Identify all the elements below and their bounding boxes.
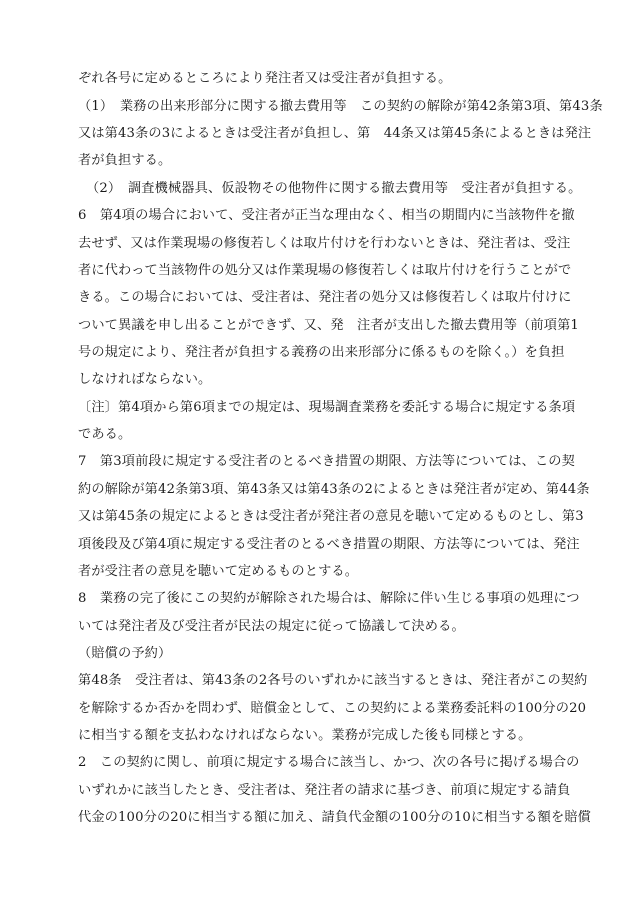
text-line: 代金の100分の20に相当する額に加え、請負代金額の100分の10に相当する額を賠償 bbox=[78, 810, 591, 825]
text-line: 2 この契約に関し、前項に規定する場合に該当し、かつ、次の各号に掲げる場合の bbox=[78, 755, 580, 770]
section-heading: （賠償の予約） bbox=[78, 646, 172, 661]
text-line: 号の規定により、発注者が負担する義務の出来形部分に係るものを除く。）を負担 bbox=[78, 345, 565, 360]
article-line: 第48条 受注者は、第43条の2各号のいずれかに該当するときは、発注者がこの契約 bbox=[78, 673, 588, 688]
text-line: 者が負担する。 bbox=[78, 153, 172, 168]
text-line: 8 業務の完了後にこの契約が解除された場合は、解除に伴い生じる事項の処理につ bbox=[78, 591, 580, 606]
text-line: 〔注〕第4項から第6項までの規定は、現場調査業務を委託する場合に規定する条項 bbox=[78, 400, 576, 415]
text-line: （1） 業務の出来形部分に関する撤去費用等 この契約の解除が第42条第3項、第43条 bbox=[78, 99, 603, 114]
text-line: きる。この場合においては、受注者は、発注者の処分又は修復若しくは取片付けに bbox=[78, 290, 572, 305]
text-line: に相当する額を支払わなければならない。業務が完成した後も同様とする。 bbox=[78, 728, 532, 743]
text-line: ぞれ各号に定めるところにより発注者又は受注者が負担する。 bbox=[78, 71, 452, 86]
text-line: 者が受注者の意見を聴いて定めるものとする。 bbox=[78, 564, 359, 579]
text-line: を解除するか否かを問わず、賠償金として、この契約による業務委託料の100分の20 bbox=[78, 701, 587, 716]
text-line: 者に代わって当該物件の処分又は作業現場の修復若しくは取片付けを行うことがで bbox=[78, 263, 572, 278]
text-line: 去せず、又は作業現場の修復若しくは取片付けを行わないときは、発注者は、受注 bbox=[78, 236, 571, 251]
text-line: ついて異議を申し出ることができず、又、発 注者が支出した撤去費用等（前項第1 bbox=[78, 318, 579, 333]
text-line: 約の解除が第42条第3項、第43条又は第43条の2によるときは発注者が定め、第44条 bbox=[78, 482, 590, 497]
text-line: 6 第4項の場合において、受注者が正当な理由なく、相当の期間内に当該物件を撤 bbox=[78, 208, 575, 223]
text-line: いずれかに該当したとき、受注者は、発注者の請求に基づき、前項に規定する請負 bbox=[78, 783, 571, 798]
text-line: 項後段及び第4項に規定する受注者のとるべき措置の期限、方法等については、発注 bbox=[78, 537, 580, 552]
text-line: いては発注者及び受注者が民法の規定に従って協議して決める。 bbox=[78, 619, 465, 634]
text-line: しなければならない。 bbox=[78, 372, 212, 387]
text-line: 又は第43条の3によるときは受注者が負担し、第 44条又は第45条によるときは発注 bbox=[78, 126, 592, 141]
text-line: である。 bbox=[78, 427, 132, 442]
text-line: 又は第45条の規定によるときは受注者が発注者の意見を聴いて定めるものとし、第3 bbox=[78, 509, 584, 524]
text-line: （2） 調査機械器具、仮設物その他物件に関する撤去費用等 受注者が負担する。 bbox=[86, 181, 582, 196]
text-line: 7 第3項前段に規定する受注者のとるべき措置の期限、方法等については、この契 bbox=[78, 454, 575, 469]
